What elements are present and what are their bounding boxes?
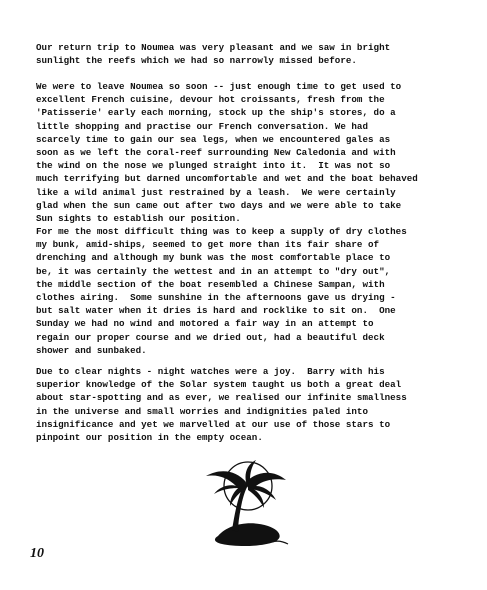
paragraph-night-watches: Due to clear nights - night watches were a joy. Barry with his superior knowledge of the Solar system taught us both a great deal about star-spotting and as ever, we realised our infinite smallness in the universe and small worries and indignities paled into insignificance and yet we marvelled at our use of those stars to pinpoint our position in the empty ocean. (36, 366, 407, 444)
paragraph-return-trip: Our return trip to Noumea was very pleasant and we saw in bright sunlight the reefs which we had so narrowly missed before. (36, 42, 391, 67)
paragraph-leaving-noumea: We were to leave Noumea so soon -- just enough time to get used to excellent French cuisine, devour hot croissants, fresh from the 'Patisserie' early each morning, stock up the ship's stores, do a little shopping and practise our French conversation. We had scarcely time to gain our sea legs, when we encountered gales as soon as we left the coral-reef surrounding New Caledonia and with the wind on the nose we plunged straight into it. It was not so much terrifying but darned uncomfortable and wet and the boat behaved like a wild animal just restrained by a leash. We were certainly glad when the sun came out after two days and we were able to take Sun sights to establish our position. (36, 81, 418, 225)
page-number: 10 (30, 546, 44, 561)
palm-tree-island-sun-icon (170, 458, 300, 548)
paragraph-dry-clothes: For me the most difficult thing was to keep a supply of dry clothes my bunk, amid-ships, seemed to get more than its fair share of drenching and although my bunk was the most comfortable place to be, it was certainly the wettest and in an attempt to "dry out", the middle section of the boat resembled a Chinese Sampan, with clothes airing. Some sunshine in the afternoons gave us drying - but salt water when it dries is hard and rocklike to sit on. One Sunday we had no wind and motored a fair way in an attempt to regain our proper course and we dried out, had a beautiful deck shower and sunbaked. (36, 226, 407, 356)
